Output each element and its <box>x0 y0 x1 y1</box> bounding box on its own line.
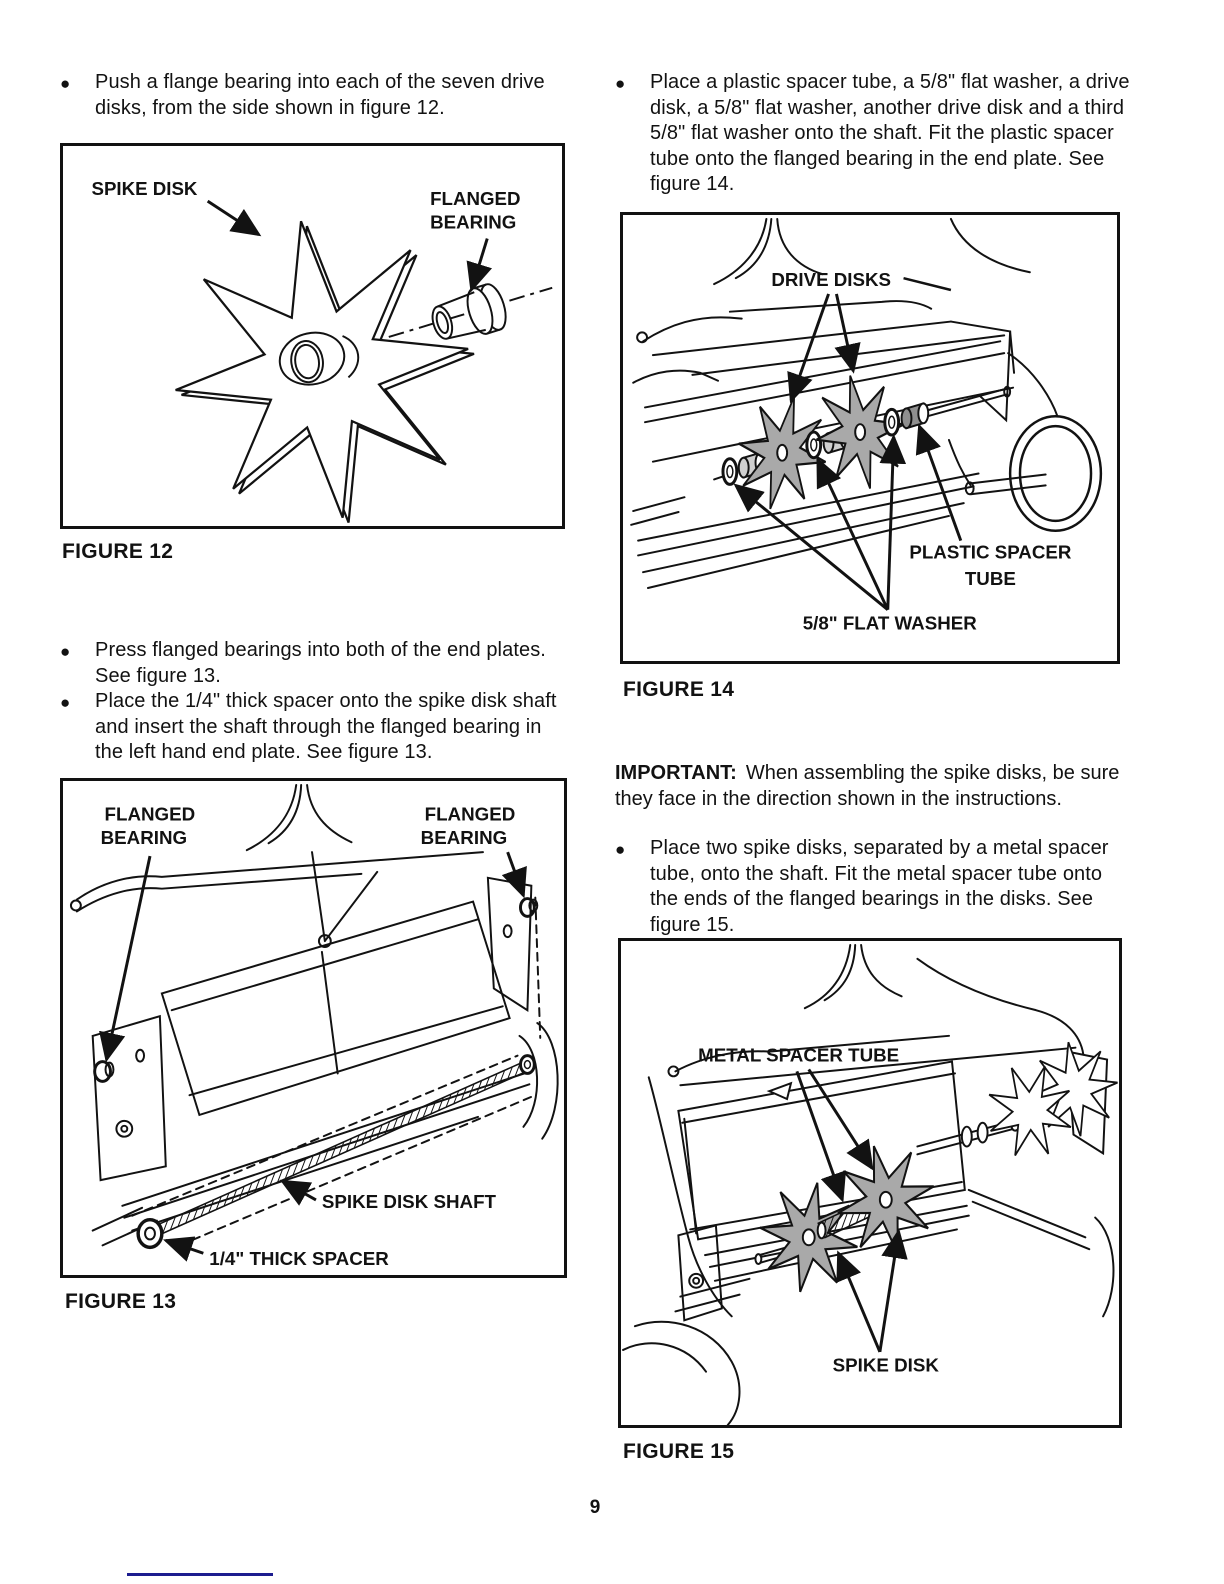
figure-12-frame <box>60 143 565 529</box>
bullet-text: Place a plastic spacer tube, a 5/8" flat washer, a drive disk, a 5/8" flat washer, another drive disk and a third 5/8" flat washer onto the shaft. Fit the plastic spacer tube onto the flanged bearing in the end plate. See figure 14. <box>650 71 1130 195</box>
bullet-item <box>60 689 572 766</box>
important-text: When assembling the spike disks, be sure they face in the direction shown in the instructions. <box>615 762 1120 810</box>
figure-label-plastic-spacer-1: PLASTIC SPACER <box>909 541 1072 563</box>
right-bullet-group-2 <box>615 836 1130 938</box>
bullet-item <box>615 70 1130 198</box>
bullet-icon: ● <box>615 840 626 859</box>
spike-disk-drawing <box>155 201 495 526</box>
figure-14-drawing <box>623 215 1117 661</box>
figure-14-frame <box>620 212 1120 664</box>
figure-label-spike-disk: SPIKE DISK <box>91 178 198 200</box>
important-label: IMPORTANT: <box>615 762 737 784</box>
quarter-inch-spacer-drawing <box>138 1220 162 1248</box>
figure-label-metal-spacer-tube: METAL SPACER TUBE <box>698 1044 900 1066</box>
figure-12-drawing <box>63 146 562 526</box>
figure-label-flanged-left-1: FLANGED <box>104 803 196 825</box>
bullet-icon: ● <box>60 642 71 661</box>
figure-13-caption: FIGURE 13 <box>65 1290 177 1313</box>
bullet-item <box>60 638 572 689</box>
sweeper-frame-drawing <box>71 785 558 1245</box>
figure-15-frame <box>618 938 1122 1428</box>
right-bullet-group-1 <box>615 70 1130 198</box>
figure-label-spike-disk: SPIKE DISK <box>832 1354 939 1376</box>
figure-label-drive-disks: DRIVE DISKS <box>771 269 892 291</box>
figure-14-caption: FIGURE 14 <box>623 678 735 701</box>
figure-label-flanged-right-1: FLANGED <box>424 803 516 825</box>
drive-disk-assembly-drawing <box>723 368 928 518</box>
bullet-icon: ● <box>60 693 71 712</box>
figure-label-flat-washer: 5/8" FLAT WASHER <box>802 612 977 634</box>
bullet-text: Place the 1/4" thick spacer onto the spike disk shaft and insert the shaft through the flanged bearing in the left hand end plate. See figure 13. <box>95 690 557 763</box>
figure-label-thick-spacer: 1/4" THICK SPACER <box>209 1248 389 1270</box>
figure-label-plastic-spacer-2: TUBE <box>964 568 1016 590</box>
bullet-item <box>615 836 1130 938</box>
figure-label-flanged-right-2: BEARING <box>420 827 508 849</box>
page-number: 9 <box>589 1497 601 1518</box>
figure-label-spike-disk-shaft: SPIKE DISK SHAFT <box>321 1190 497 1212</box>
spike-disk-shaft-drawing <box>138 1056 534 1248</box>
figure-label-flanged-2: BEARING <box>430 211 517 233</box>
left-bullet-group-2 <box>60 638 572 766</box>
figure-13-drawing <box>63 781 564 1275</box>
figure-15-drawing <box>621 941 1119 1425</box>
flanged-bearing-drawing <box>427 281 510 347</box>
figure-label-flanged-1: FLANGED <box>430 188 521 210</box>
bullet-icon: ● <box>615 74 626 93</box>
footer-line <box>127 1573 273 1576</box>
figure-15-caption: FIGURE 15 <box>623 1440 735 1463</box>
bullet-icon: ● <box>60 74 71 93</box>
bullet-text: Press flanged bearings into both of the end plates. See figure 13. <box>95 639 546 687</box>
figure-label-flanged-left-2: BEARING <box>100 827 188 849</box>
bullet-text: Place two spike disks, separated by a metal spacer tube, onto the shaft. Fit the metal spacer tube onto the ends of the flanged bearings in the disks. See figure 15. <box>650 837 1109 936</box>
left-bullet-group-1 <box>60 70 568 121</box>
important-note <box>615 760 1133 812</box>
bullet-item <box>60 70 568 121</box>
bullet-text: Push a flange bearing into each of the seven drive disks, from the side shown in figure 12. <box>95 71 545 119</box>
figure-12-caption: FIGURE 12 <box>62 540 174 563</box>
figure-13-frame <box>60 778 567 1278</box>
